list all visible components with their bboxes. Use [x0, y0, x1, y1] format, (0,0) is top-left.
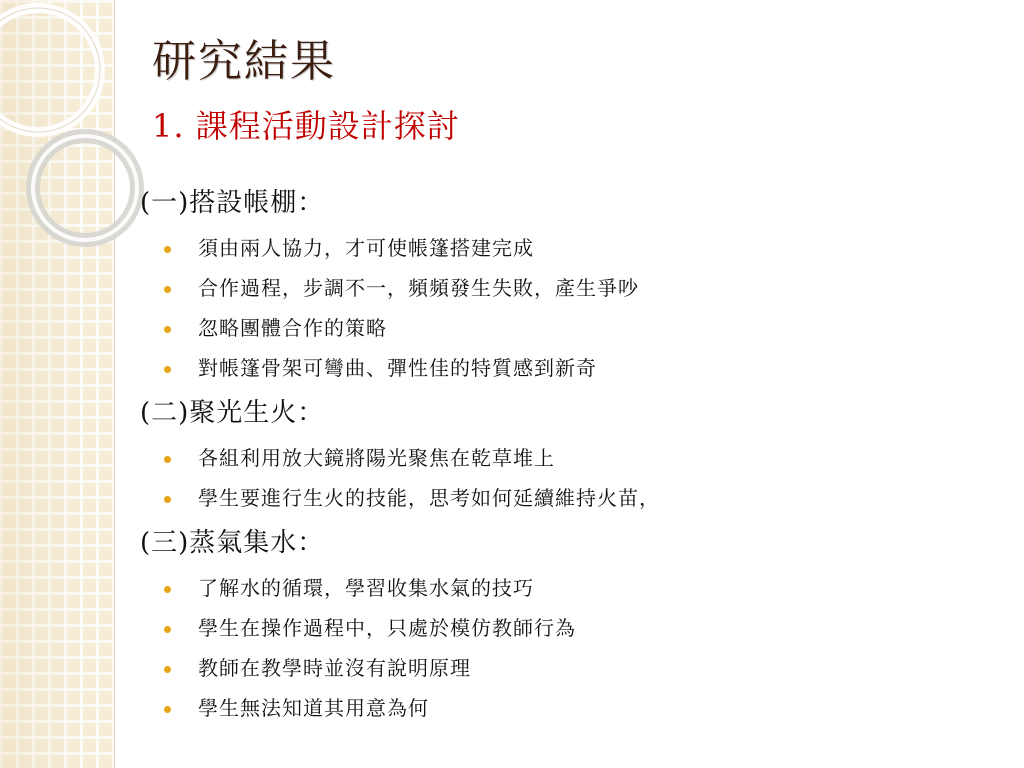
list-item	[140, 688, 1000, 728]
bullet-list-fire	[140, 438, 1000, 518]
bullet-text: 學生無法知道其用意為何	[198, 696, 429, 720]
bullet-icon	[164, 246, 171, 253]
list-item	[140, 478, 1000, 518]
bullet-text: 忽略團體合作的策略	[198, 316, 387, 340]
bullet-icon	[164, 666, 171, 673]
bullet-icon	[164, 326, 171, 333]
bullet-icon	[164, 496, 171, 503]
slide-subtitle: 1. 課程活動設計探討	[152, 107, 460, 145]
list-item	[140, 438, 1000, 478]
bullet-text: 學生要進行生火的技能，思考如何延續維持火苗，	[198, 486, 660, 510]
bullet-text: 教師在教學時並沒有說明原理	[198, 656, 471, 680]
bullet-icon	[164, 706, 171, 713]
decorative-rings	[0, 0, 140, 300]
slide-content	[140, 186, 1000, 736]
bullet-text: 合作過程，步調不一，頻頻發生失敗，產生爭吵	[198, 276, 639, 300]
bullet-list-water	[140, 568, 1000, 728]
list-item	[140, 308, 1000, 348]
bullet-icon	[164, 626, 171, 633]
bullet-icon	[164, 286, 171, 293]
bullet-list-tent	[140, 228, 1000, 388]
list-item	[140, 268, 1000, 308]
bullet-icon	[164, 586, 171, 593]
bullet-text: 學生在操作過程中，只處於模仿教師行為	[198, 616, 576, 640]
bullet-text: 須由兩人協力，才可使帳篷搭建完成	[198, 236, 534, 260]
section-heading-fire: (二)聚光生火：	[140, 398, 325, 428]
section-heading-tent: (一)搭設帳棚：	[140, 188, 325, 218]
list-item	[140, 348, 1000, 388]
list-item	[140, 608, 1000, 648]
section-heading-water: (三)蒸氣集水：	[140, 528, 325, 558]
list-item	[140, 648, 1000, 688]
bullet-text: 了解水的循環，學習收集水氣的技巧	[198, 576, 534, 600]
bullet-text: 各組利用放大鏡將陽光聚焦在乾草堆上	[198, 446, 555, 470]
bullet-text: 對帳篷骨架可彎曲、彈性佳的特質感到新奇	[198, 356, 597, 380]
slide-title: 研究結果	[152, 36, 336, 87]
bullet-icon	[164, 456, 171, 463]
list-item	[140, 228, 1000, 268]
list-item	[140, 568, 1000, 608]
bullet-icon	[164, 366, 171, 373]
